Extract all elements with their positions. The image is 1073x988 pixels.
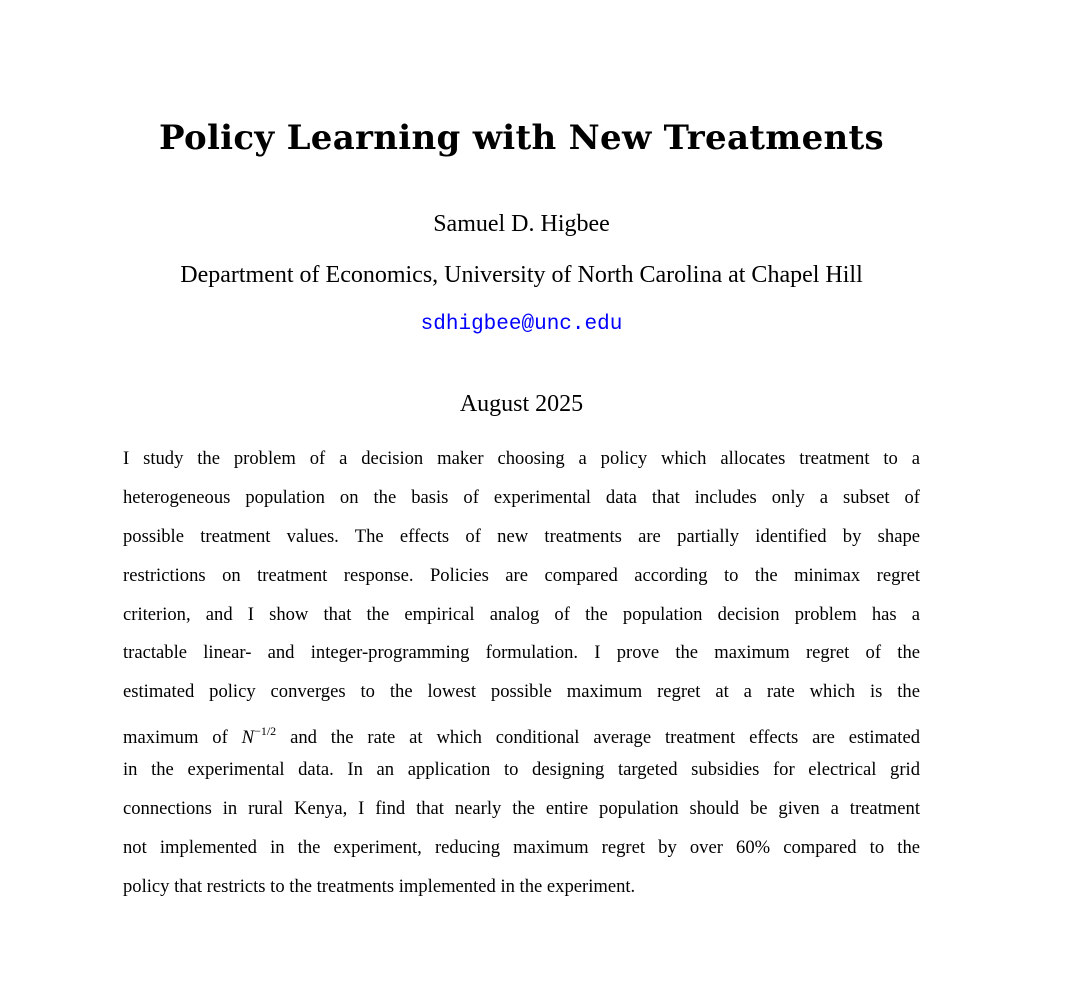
paper-date: August 2025 <box>459 391 584 417</box>
abstract-line: tractable linear- and integer-programming formulation. I prove the maximum regret of the <box>123 642 920 664</box>
paper-title: Policy Learning with New Treatments <box>159 118 884 158</box>
abstract-line: policy that restricts to the treatments implemented in the experiment. <box>123 875 636 897</box>
abstract-line: heterogeneous population on the basis of experimental data that includes only a subset of <box>123 486 920 508</box>
abstract-line: connections in rural Kenya, I find that nearly the entire population should be given a treatment <box>123 798 920 820</box>
math-before: maximum of <box>123 727 242 749</box>
abstract-line: not implemented in the experiment, reducing maximum regret by over 60% compared to the <box>123 836 920 858</box>
author-name: Samuel D. Higbee <box>433 211 610 237</box>
abstract-line: possible treatment values. The effects of new treatments are partially identified by shape <box>123 525 920 547</box>
abstract-line-math <box>123 716 920 755</box>
math-exponent: −1/2 <box>254 724 277 739</box>
abstract-line: criterion, and I show that the empirical analog of the population decision problem has a <box>123 603 920 625</box>
math-symbol-n: N <box>241 727 255 749</box>
math-after: and the rate at which conditional average treatment effects are estimated <box>276 727 921 749</box>
abstract <box>123 444 920 911</box>
abstract-line: I study the problem of a decision maker choosing a policy which allocates treatment to a <box>123 448 920 469</box>
author-email-link[interactable]: sdhigbee@unc.edu <box>420 313 623 336</box>
author-affiliation: Department of Economics, University of North Carolina at Chapel Hill <box>180 262 863 288</box>
abstract-line: in the experimental data. In an application to designing targeted subsidies for electrical grid <box>123 759 920 781</box>
abstract-line: estimated policy converges to the lowest possible maximum regret at a rate which is the <box>123 681 920 703</box>
abstract-line: restrictions on treatment response. Policies are compared according to the minimax regret <box>123 564 920 586</box>
